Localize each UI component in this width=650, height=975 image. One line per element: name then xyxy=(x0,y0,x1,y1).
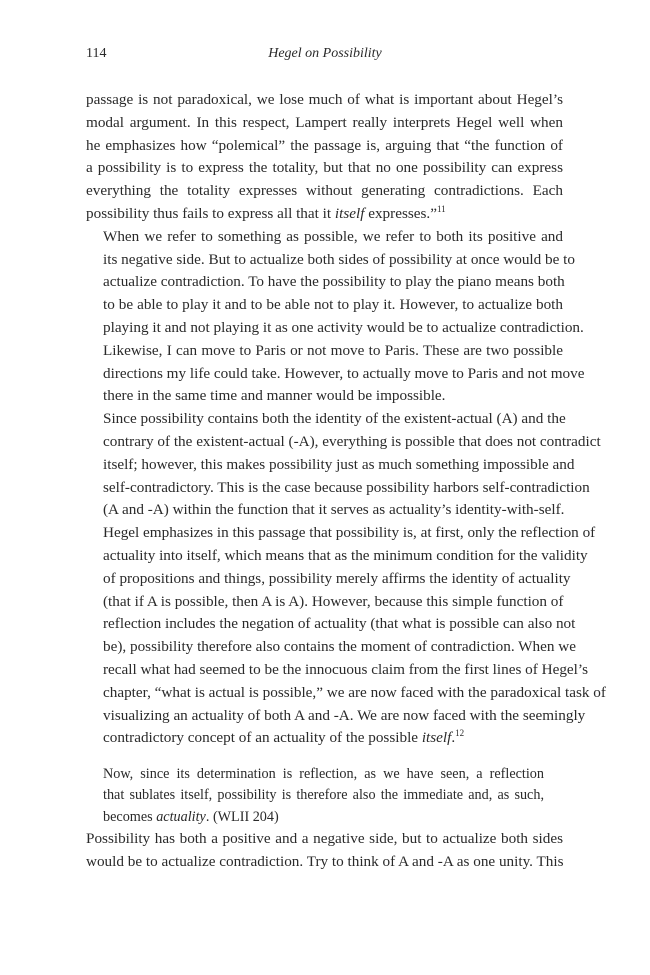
text-line: self-contradictory. This is the case because possibility harbors self-contradiction xyxy=(103,478,590,496)
text-line: of propositions and things, possibility merely affirms the identity of actuality xyxy=(103,569,571,587)
text-line: When we refer to something as possible, we refer to both its positive and xyxy=(103,227,563,245)
quote-line: becomes actuality. (WLII 204) xyxy=(103,808,279,825)
text-line: chapter, “what is actual is possible,” we are now faced with the paradoxical task of xyxy=(103,683,606,701)
text-line: visualizing an actuality of both A and -A. We are now faced with the seemingly xyxy=(103,706,586,724)
footnote-marker: 11 xyxy=(436,203,446,214)
paragraph xyxy=(86,89,563,226)
text-line: (A and -A) within the function that it serves as actuality’s identity-with-self. xyxy=(103,501,565,519)
italic-emphasis: actuality xyxy=(156,808,206,825)
text-line: Since possibility contains both the identity of the existent-actual (A) and the xyxy=(103,410,566,428)
quote-line: that sublates itself, possibility is therefore also the immediate and, as such, xyxy=(103,787,544,804)
text-line: contradictory concept of an actuality of the possible itself.$^{12}$ xyxy=(103,728,465,747)
text-line: Possibility has both a positive and a negative side, but to actualize both sides xyxy=(86,829,563,847)
text-line: Hegel emphasizes in this passage that possibility is, at first, only the reflection of xyxy=(103,524,596,542)
paragraph xyxy=(86,408,606,750)
text-line: there in the same time and manner would be impossible. xyxy=(103,387,446,405)
italic-emphasis: itself xyxy=(421,729,452,747)
text-line: he emphasizes how “polemical” the passage is, arguing that “the function of xyxy=(86,136,563,154)
quote-line: Now, since its determination is reflection, as we have seen, a reflection xyxy=(103,766,544,783)
text-line: itself; however, this makes possibility just as much something impossible and xyxy=(103,455,575,473)
text-line: reflection includes the negation of actuality (that what is possible can also not xyxy=(103,615,576,633)
main-text xyxy=(86,89,606,873)
text-line: its negative side. But to actualize both sides of possibility at once would be to xyxy=(103,250,575,268)
block-quote xyxy=(103,764,544,828)
text-line: playing it and not playing it as one activity would be to actualize contradiction. xyxy=(103,318,584,336)
text-line: (that if A is possible, then A is A). However, because this simple function of xyxy=(103,592,564,610)
text-line: contrary of the existent-actual (-A), everything is possible that does not contradict xyxy=(103,432,601,450)
text-line: Likewise, I can move to Paris or not move to Paris. These are two possible xyxy=(103,341,563,359)
text-line: recall what had seemed to be the innocuous claim from the first lines of Hegel’s xyxy=(103,660,589,678)
text-line: would be to actualize contradiction. Try to think of A and -A as one unity. This xyxy=(86,852,564,870)
footnote-marker: 12 xyxy=(455,728,465,739)
text-line: be), possibility therefore also contains the moment of contradiction. When we xyxy=(103,638,576,656)
running-title: Hegel on Possibility xyxy=(268,46,382,61)
text-line: everything the totality expresses without generating contradictions. Each xyxy=(86,182,563,200)
italic-emphasis: itself xyxy=(334,204,365,222)
paragraph xyxy=(86,226,585,408)
text-line: actuality into itself, which means that as the minimum condition for the validity xyxy=(103,546,588,564)
text-line: possibility thus fails to express all that it itself expresses.”$^{11}$ xyxy=(86,203,446,222)
page-number: 114 xyxy=(86,46,107,61)
text-line: modal argument. In this respect, Lampert really interprets Hegel well when xyxy=(86,113,563,131)
text-line: passage is not paradoxical, we lose much of what is important about Hegel’s xyxy=(86,91,563,108)
paragraph xyxy=(86,828,563,874)
running-header xyxy=(86,44,564,64)
text-line: directions my life could take. However, to actually move to Paris and not move xyxy=(103,364,585,382)
text-line: to be able to play it and to be able not to play it. However, to actualize both xyxy=(103,296,563,314)
text-line: a possibility is to express the totality, but that no one possibility can express xyxy=(86,159,563,177)
text-line: actualize contradiction. To have the possibility to play the piano means both xyxy=(103,273,565,291)
